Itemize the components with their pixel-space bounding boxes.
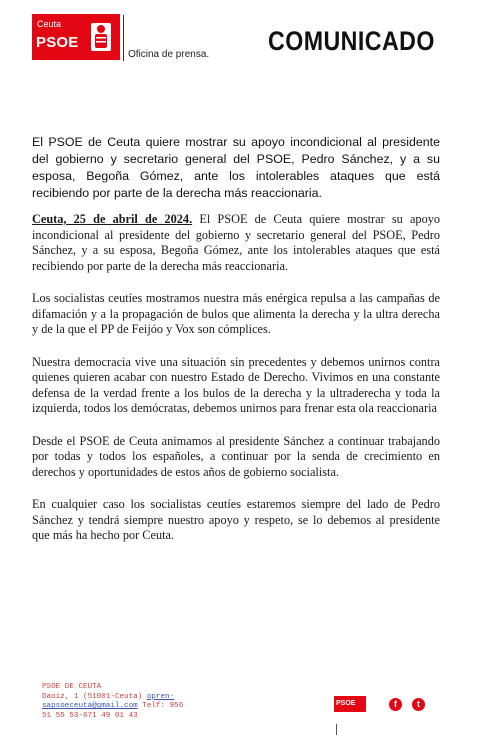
body-paragraph-1 <box>32 212 440 274</box>
footer-address: Daoiz, 1 (51001-Ceuta) <box>42 692 143 701</box>
footer-address-line <box>42 693 183 703</box>
footer-divider <box>336 724 337 735</box>
footer-org: PSOE DE CEUTA <box>42 683 102 691</box>
document-type-title: COMUNICADO <box>268 26 435 56</box>
logo-name: PSOE <box>36 34 79 51</box>
footer-email-line <box>42 702 183 712</box>
logo-city: Ceuta <box>37 19 62 29</box>
lead-paragraph: El PSOE de Ceuta quiere mostrar su apoyo incondicional al presidente del gobierno y secretario general del PSOE, Pedro Sánchez, y a su esposa, Begoña Gómez, ante los intolerables ataques que está recibiendo por parte de la derecha más reaccionaria. <box>32 135 440 200</box>
footer-phone: 51 55 53-671 49 01 43 <box>42 711 138 720</box>
footer-tel: Telf: 956 <box>142 702 184 711</box>
footer-contact <box>42 683 183 721</box>
press-office-label: Oficina de prensa. <box>128 49 210 60</box>
dateline: Ceuta, 25 de abril de 2024. <box>32 212 193 226</box>
header-divider <box>123 15 124 61</box>
psoe-logo <box>32 14 120 60</box>
footer-logo-text: PSOE <box>336 700 356 707</box>
body-paragraph-2: Los socialistas ceutíes mostramos nuestra más enérgica repulsa a las campañas de difamación y a la propagación de bulos que alimenta la derecha y la ultra derecha y de la que el PP de Feijóo y Vox son cómplices. <box>32 291 440 336</box>
rose-fist-logo-icon <box>90 22 112 52</box>
body-paragraph-3: Nuestra democracia vive una situación sin precedentes y debemos unirnos contra quienes quieren acabar con nuestro Estado de Derecho. Vivimos en una constante defensa de la verdad frente a los bulos de la derecha y la ultraderecha y toda la izquierda, todos los demócratas, debemos unirnos para frenar esta ola reaccionaria <box>32 354 440 415</box>
facebook-icon[interactable]: f <box>389 698 402 711</box>
body-text <box>32 212 440 561</box>
body-paragraph-4: Desde el PSOE de Ceuta animamos al presidente Sánchez a continuar trabajando por todas y todos los españoles, a continuar por la senda de crecimiento en derechos y oportunidades de estos años de gobierno socialista. <box>32 433 440 479</box>
footer-email-part1[interactable]: opren- <box>146 692 175 701</box>
footer-psoe-logo <box>334 696 366 712</box>
twitter-icon[interactable]: t <box>412 698 425 711</box>
body-paragraph-1-text: El PSOE de Ceuta quiere mostrar su apoyo incondicional al presidente del gobierno y secretario general del PSOE, Pedro Sánchez, y a su esposa, Begoña Gómez, ante los intolerables ataques que está recibiendo por parte de la derecha más reaccionaria. <box>32 212 441 273</box>
body-paragraph-5: En cualquier caso los socialistas ceutíes estaremos siempre del lado de Pedro Sánchez y tendrá siempre nuestro apoyo y respeto, se lo debemos al presidente que más ha hecho por Ceuta. <box>32 497 440 542</box>
footer-email-part2[interactable]: sapsoeceuta@gmail.com <box>42 702 138 711</box>
